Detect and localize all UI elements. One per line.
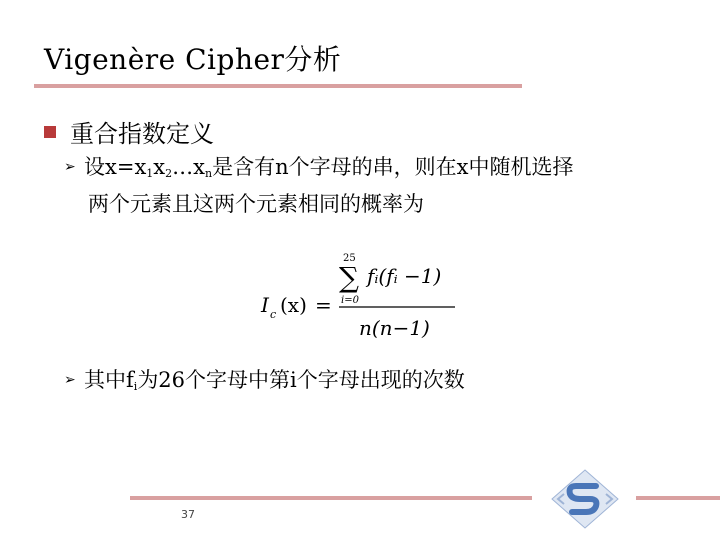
- formula-numerator: fᵢ(fᵢ −1): [367, 264, 442, 288]
- arrow-bullet-icon: ➢: [64, 159, 76, 175]
- formula-x: (x): [280, 293, 307, 317]
- formula-sum-bottom: i=0: [341, 295, 359, 306]
- def-mid-2: …x: [172, 155, 205, 179]
- fi-prefix: 其中f: [84, 368, 134, 392]
- formula-denominator: n(n−1): [359, 316, 430, 340]
- def-sub-n: n: [204, 167, 213, 180]
- fi-sub-i: i: [133, 380, 138, 393]
- def-sub-2: 2: [165, 167, 173, 180]
- footer-divider-right: [636, 496, 720, 500]
- formula-eq: =: [315, 293, 332, 317]
- formula-c: c: [270, 308, 277, 321]
- slide-title: Vigenère Cipher分析: [44, 43, 342, 76]
- def-mid-1: x: [153, 155, 166, 179]
- sub-bullet-fi: [64, 365, 684, 402]
- formula-I: I: [261, 293, 269, 317]
- title-divider: [34, 84, 522, 88]
- bullet-item: [44, 114, 214, 149]
- arrow-bullet-icon: ➢: [64, 372, 76, 388]
- def-rest: 是含有n个字母的串，则在x中随机选择: [212, 155, 574, 179]
- def-line-2: 两个元素且这两个元素相同的概率为: [88, 192, 424, 216]
- page-number: 37: [181, 508, 195, 521]
- coincidence-index-formula: [255, 245, 465, 345]
- university-logo-icon: [550, 468, 620, 530]
- fi-rest: 为26个字母中第i个字母出现的次数: [137, 368, 465, 392]
- bullet-text: 重合指数定义: [70, 120, 214, 148]
- square-bullet-icon: [44, 126, 56, 138]
- formula-sum-sign: ∑: [339, 261, 359, 294]
- def-prefix: 设x=x: [84, 155, 147, 179]
- footer-divider-left: [130, 496, 532, 500]
- def-sub-1: 1: [146, 167, 154, 180]
- formula-sum-top: 25: [343, 253, 356, 264]
- sub-bullet-definition: [64, 152, 684, 219]
